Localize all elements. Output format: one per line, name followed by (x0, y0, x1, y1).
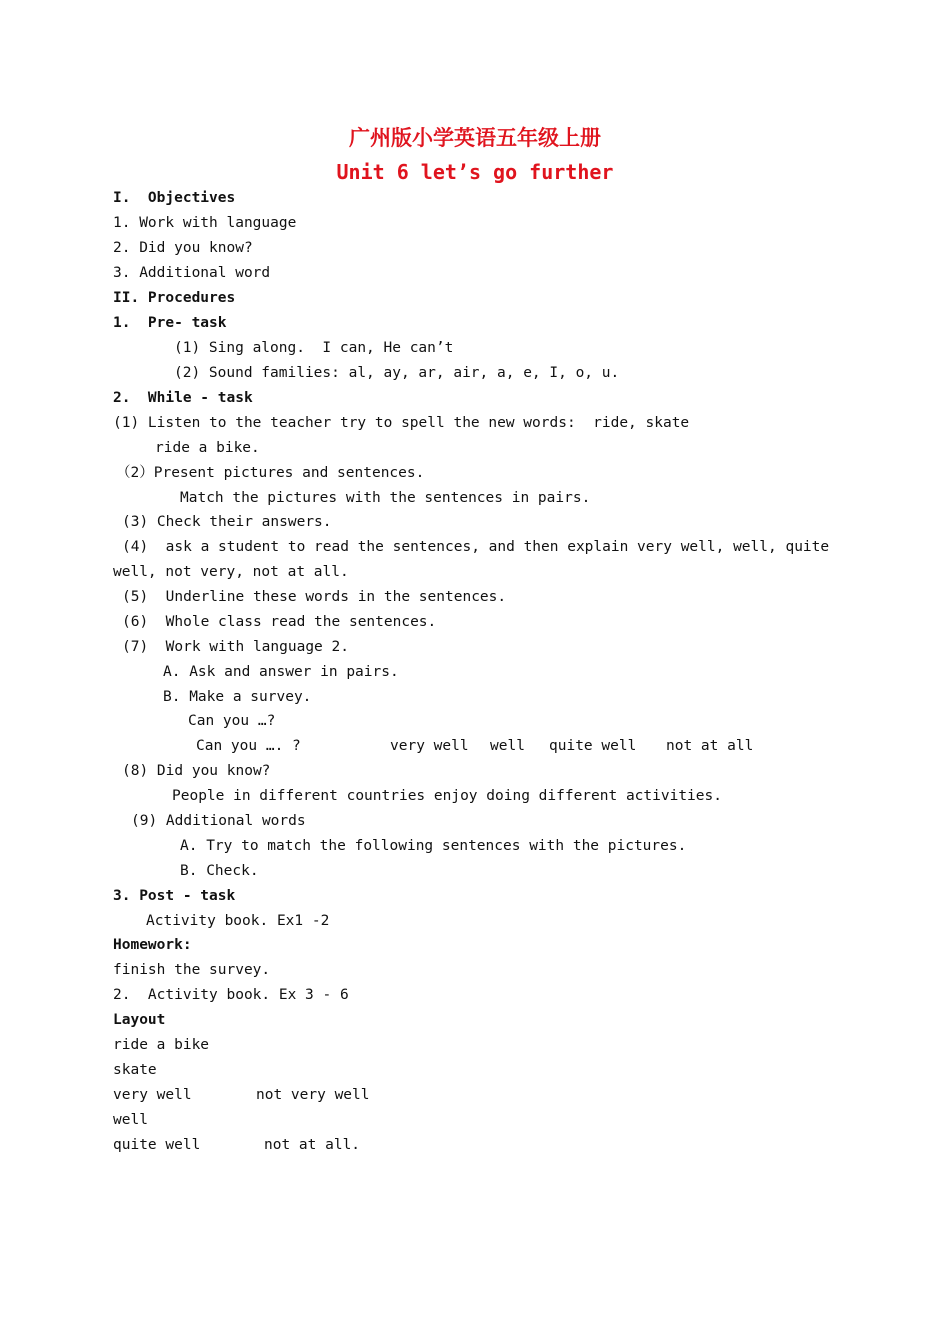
document-title-chinese: 广州版小学英语五年级上册 (349, 126, 601, 150)
objective-item: 2. Did you know? (113, 240, 253, 256)
pre-task-item: (2) Sound families: al, ay, ar, air, a, e, I, o, u. (174, 365, 620, 381)
homework-item: finish the survey. (113, 962, 271, 978)
while-task-substep: A. Ask and answer in pairs. (163, 664, 399, 680)
layout-row: well (113, 1112, 148, 1128)
post-task-heading: 3. Post - task (113, 888, 236, 904)
post-task-item: Activity book. Ex1 -2 (146, 913, 330, 929)
while-task-substep: A. Try to match the following sentences with the pictures. (180, 838, 687, 854)
while-task-step-continued: ride a bike. (155, 440, 260, 456)
document-title-unit: Unit 6 let’s go further (336, 160, 614, 184)
survey-question: Can you …. ? (196, 738, 301, 754)
while-task-substep: B. Make a survey. (163, 689, 312, 705)
layout-row: not very well (256, 1087, 370, 1103)
while-task-step: (8) Did you know? (122, 763, 271, 779)
layout-row: quite well (113, 1137, 201, 1153)
while-task-step: (7) Work with language 2. (122, 639, 349, 655)
objective-item: 1. Work with language (113, 215, 297, 231)
while-task-step-continued: Match the pictures with the sentences in pairs. (180, 490, 591, 506)
survey-question: Can you …? (188, 713, 276, 729)
while-task-step: (5) Underline these words in the sentences. (122, 589, 507, 605)
while-task-step: (9) Additional words (131, 813, 306, 829)
while-task-step-continued: well, not very, not at all. (113, 564, 349, 580)
homework-item: 2. Activity book. Ex 3 - 6 (113, 987, 349, 1003)
survey-column: not at all (666, 738, 754, 754)
pre-task-heading: 1. Pre- task (113, 315, 227, 331)
survey-column: well (490, 738, 525, 754)
while-task-heading: 2. While - task (113, 390, 253, 406)
while-task-step-continued: People in different countries enjoy doing different activities. (172, 788, 722, 804)
while-task-step: (1) Listen to the teacher try to spell the new words: ride, skate (113, 415, 690, 431)
layout-row: skate (113, 1062, 157, 1078)
while-task-step: （2）Present pictures and sentences. (116, 465, 425, 481)
objective-item: 3. Additional word (113, 265, 271, 281)
procedures-heading: II. Procedures (113, 290, 236, 306)
survey-column: quite well (549, 738, 637, 754)
while-task-step: (3) Check their answers. (122, 514, 332, 530)
objectives-heading: I. Objectives (113, 190, 236, 206)
homework-heading: Homework: (113, 937, 192, 953)
while-task-step: (6) Whole class read the sentences. (122, 614, 437, 630)
layout-row: ride a bike (113, 1037, 210, 1053)
while-task-step: (4) ask a student to read the sentences, and then explain very well, well, quite (122, 539, 830, 555)
survey-column: very well (390, 738, 469, 754)
layout-row: not at all. (264, 1137, 361, 1153)
layout-row: very well (113, 1087, 192, 1103)
layout-heading: Layout (113, 1012, 166, 1028)
pre-task-item: (1) Sing along. I can, He can’t (174, 340, 454, 356)
while-task-substep: B. Check. (180, 863, 259, 879)
